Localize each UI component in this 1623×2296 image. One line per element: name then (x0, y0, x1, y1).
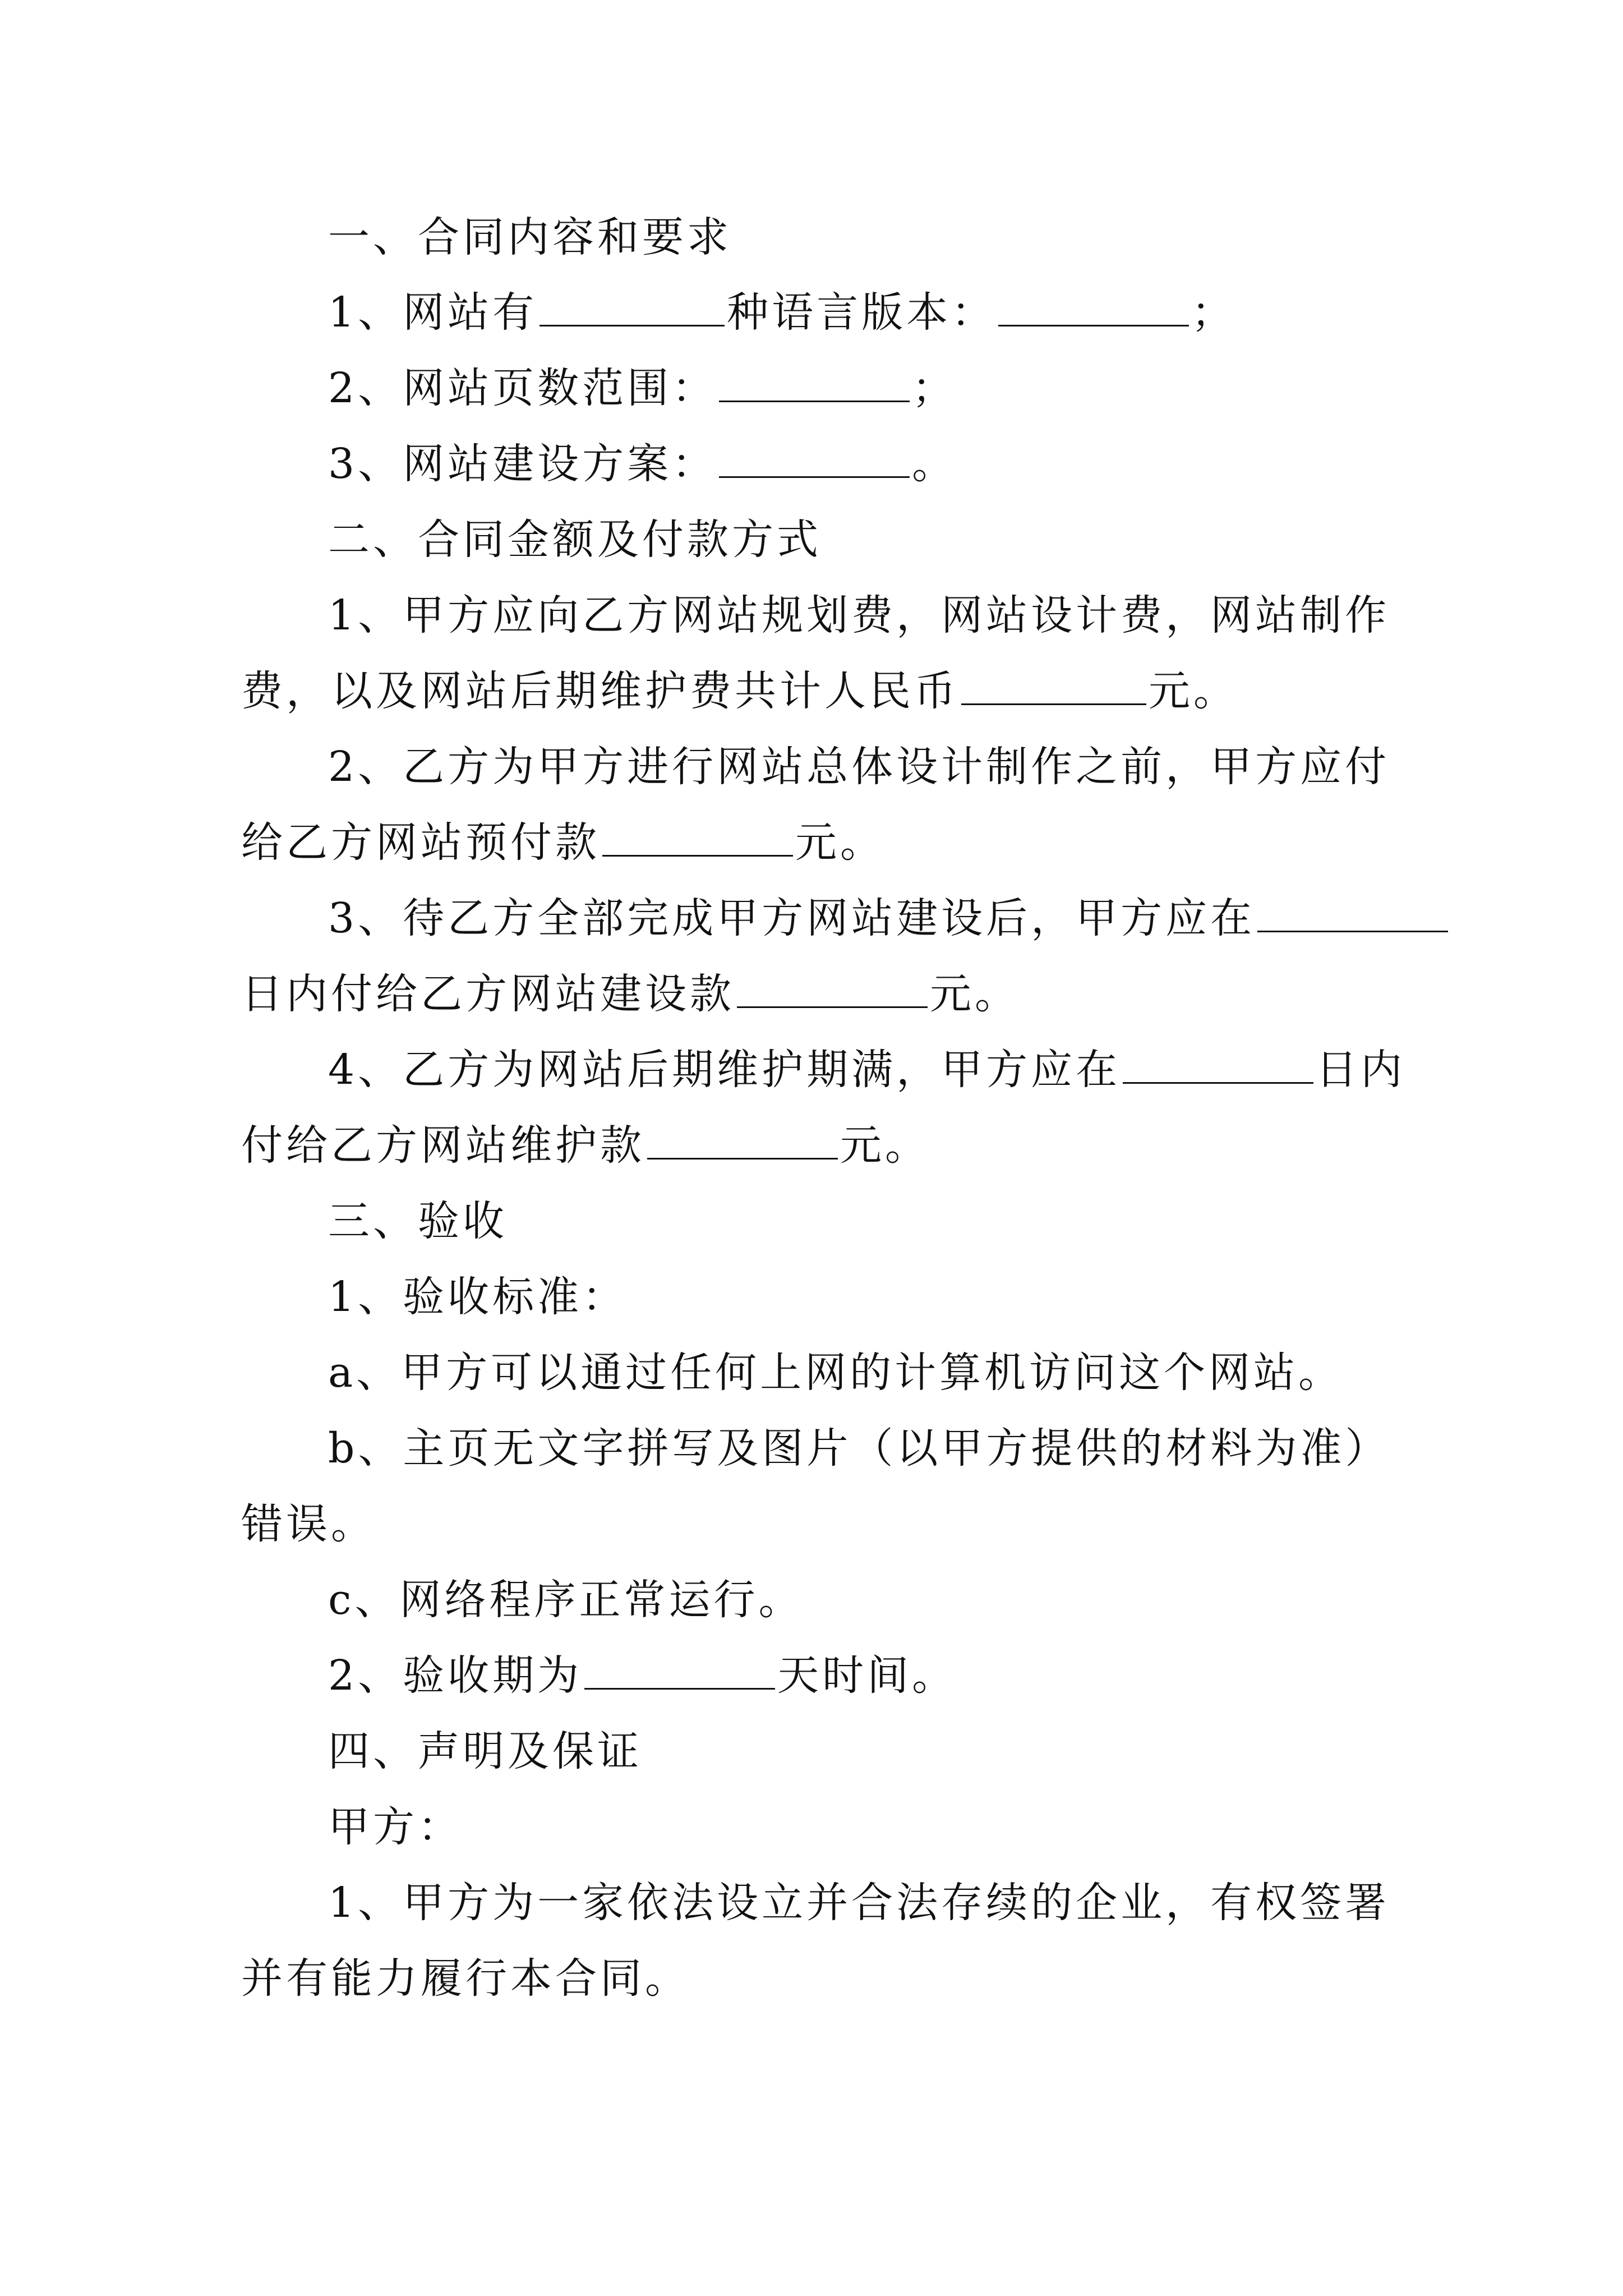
fill-blank[interactable] (647, 1119, 838, 1159)
fill-blank[interactable] (719, 361, 910, 402)
section-heading-2: 二、合同金额及付款方式 (328, 516, 822, 564)
clause-2-1-line2: 费，以及网站后期维护费共计人民币 元。 (241, 663, 1238, 719)
clause-3-a: a、甲方可以通过任何上网的计算机访问这个网站。 (328, 1349, 1344, 1397)
fill-blank[interactable] (1257, 891, 1448, 932)
clause-2-3-line2: 日内付给乙方网站建设款 元。 (241, 966, 1020, 1022)
fill-blank[interactable] (584, 1649, 775, 1690)
clause-2-1-line1: 1、甲方应向乙方网站规划费，网站设计费，网站制作 (328, 591, 1390, 639)
clause-4-1-line2: 并有能力履行本合同。 (241, 1954, 690, 2003)
fill-blank[interactable] (737, 967, 928, 1008)
section-heading-3: 三、验收 (328, 1197, 508, 1245)
fill-blank[interactable] (540, 286, 725, 326)
fill-blank[interactable] (602, 816, 793, 857)
clause-2-2-line2: 给乙方网站预付款 元。 (241, 815, 885, 871)
clause-3-1: 1、验收标准： (328, 1273, 628, 1321)
clause-3-b-line2: 错误。 (241, 1500, 376, 1548)
clause-1-2: 2、网站页数范围： ； (328, 360, 957, 416)
clause-1-3: 3、网站建设方案： 。 (328, 436, 957, 492)
clause-2-2-line1: 2、乙方为甲方进行网站总体设计制作之前，甲方应付 (328, 743, 1390, 791)
fill-blank[interactable] (1123, 1043, 1313, 1084)
party-a-label: 甲方： (328, 1803, 463, 1851)
fill-blank[interactable] (998, 286, 1189, 326)
fill-blank[interactable] (961, 664, 1146, 705)
clause-3-2: 2、验收期为 天时间。 (328, 1648, 957, 1704)
clause-3-b-line1: b、主页无文字拼写及图片（以甲方提供的材料为准） (328, 1424, 1390, 1473)
clause-2-4-line2: 付给乙方网站维护款 元。 (241, 1117, 930, 1174)
clause-1-1: 1、网站有 种语言版本： ； (328, 284, 1236, 341)
clause-2-3-line1: 3、待乙方全部完成甲方网站建设后，甲方应在 (328, 890, 1450, 946)
fill-blank[interactable] (719, 437, 910, 478)
section-heading-1: 一、合同内容和要求 (328, 213, 732, 261)
clause-3-c: c、网络程序正常运行。 (328, 1576, 804, 1624)
clause-4-1-line1: 1、甲方为一家依法设立并合法存续的企业，有权签署 (328, 1879, 1390, 1927)
clause-2-4-line1: 4、乙方为网站后期维护期满，甲方应在 日内 (328, 1042, 1405, 1098)
section-heading-4: 四、声明及保证 (328, 1727, 642, 1775)
